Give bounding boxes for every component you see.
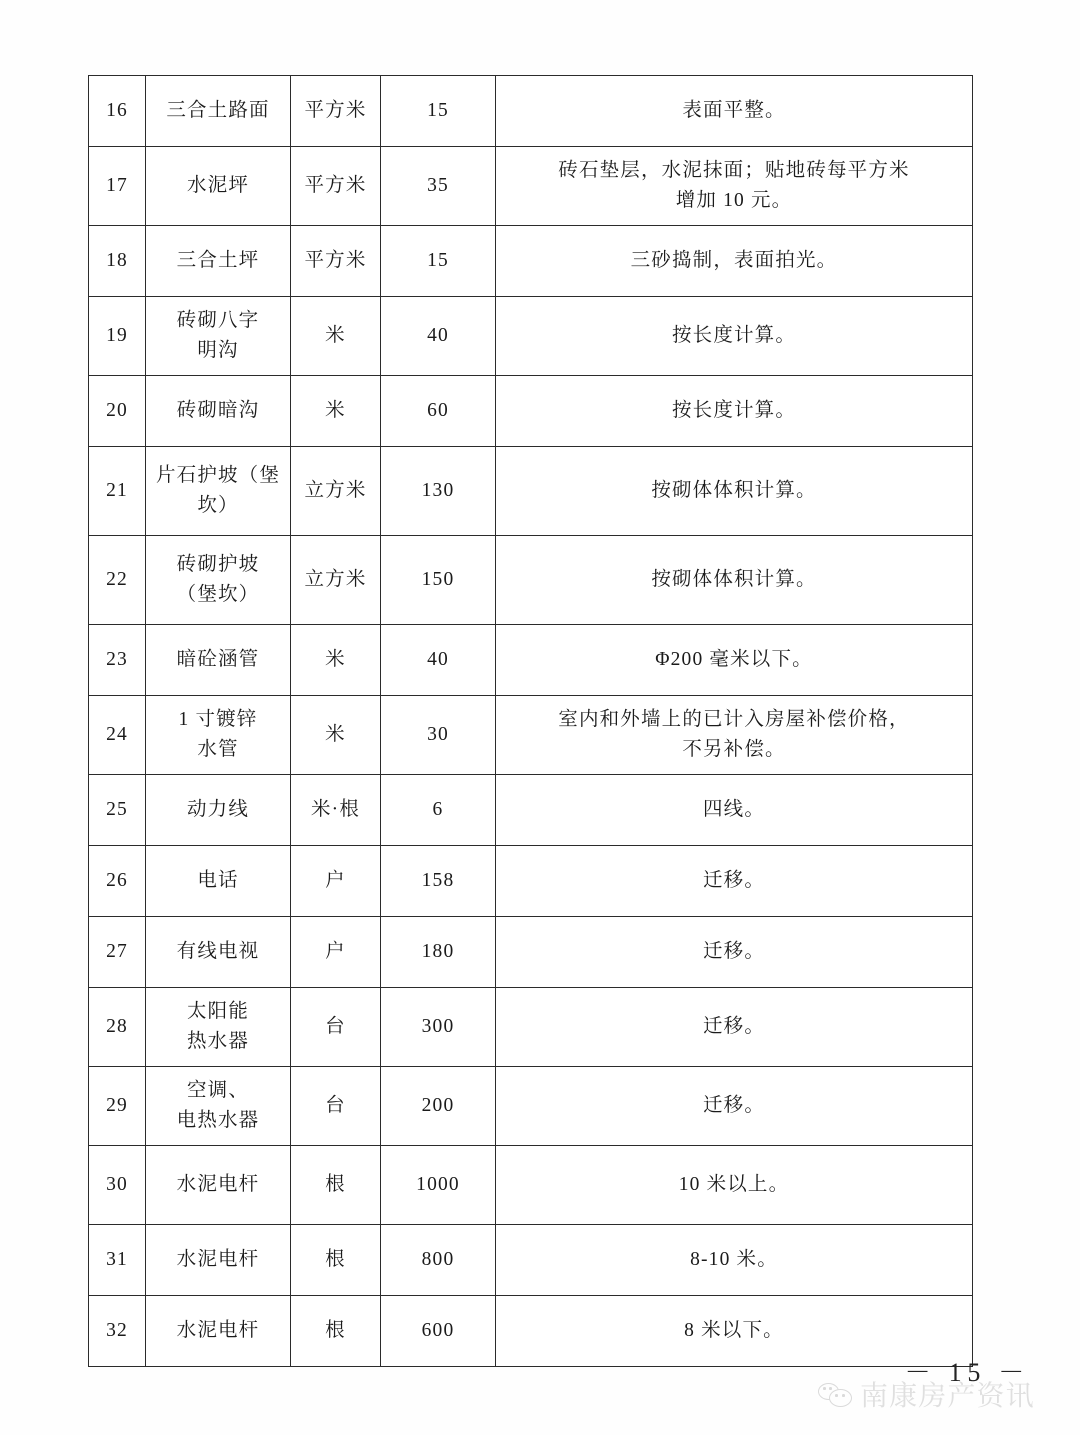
cell-unit: 根 [291,1146,381,1225]
cell-compensation-price: 800 [381,1225,496,1296]
cell-description [496,226,973,297]
cell-item-name [146,226,291,297]
cell-serial-number: 20 [89,376,146,447]
cell-compensation-price: 40 [381,297,496,376]
cell-description [496,447,973,536]
cell-compensation-price: 180 [381,917,496,988]
table-body [89,76,973,1367]
cell-compensation-price: 6 [381,775,496,846]
cell-item-name-line: 砖砌暗沟 [176,399,260,421]
table-row [89,376,973,447]
cell-description [496,147,973,226]
cell-item-name-line: 片石护坡（堡 [155,464,281,486]
cell-description-line: 迁移。 [702,1015,765,1037]
cell-item-name [146,447,291,536]
cell-description-line: 砖石垫层，水泥抹面；贴地砖每平方米 [558,159,910,181]
table-row [89,988,973,1067]
cell-item-name [146,696,291,775]
table-row [89,775,973,846]
cell-unit: 米·根 [291,775,381,846]
cell-unit: 根 [291,1296,381,1367]
cell-serial-number: 22 [89,536,146,625]
wechat-bubbles-icon [818,1381,852,1407]
cell-item-name-line: 水泥电杆 [176,1248,260,1270]
cell-item-name-line: 砖砌护坡 [176,553,260,575]
cell-item-name-line: 太阳能 [186,1000,249,1022]
cell-item-name [146,1146,291,1225]
cell-compensation-price: 15 [381,76,496,147]
table-row [89,297,973,376]
compensation-table-container [88,75,972,1367]
cell-description [496,917,973,988]
cell-description-line: 8-10 米。 [690,1248,778,1270]
cell-unit: 平方米 [291,226,381,297]
cell-serial-number: 24 [89,696,146,775]
cell-item-name [146,917,291,988]
cell-item-name-line: 水泥电杆 [176,1173,260,1195]
cell-item-name-line: 三合土路面 [166,99,270,121]
cell-item-name [146,1225,291,1296]
cell-item-name-line: 三合土坪 [176,249,260,271]
cell-serial-number: 29 [89,1067,146,1146]
cell-item-name-line: 空调、 [186,1079,249,1101]
cell-compensation-price: 300 [381,988,496,1067]
cell-unit: 米 [291,297,381,376]
cell-compensation-price: 158 [381,846,496,917]
cell-item-name-line: 暗砼涵管 [176,648,260,670]
cell-description-line: 按砌体体积计算。 [651,568,817,590]
cell-description [496,1146,973,1225]
cell-item-name [146,76,291,147]
cell-item-name-line: 有线电视 [176,940,260,962]
cell-serial-number: 27 [89,917,146,988]
cell-serial-number: 26 [89,846,146,917]
cell-description-line: 迁移。 [702,940,765,962]
cell-unit: 户 [291,917,381,988]
cell-description [496,988,973,1067]
cell-item-name [146,536,291,625]
cell-description [496,1225,973,1296]
cell-description-line: 四线。 [702,798,765,820]
cell-item-name [146,297,291,376]
cell-item-name-line: 坎） [197,495,239,516]
compensation-table [88,75,973,1367]
cell-item-name [146,775,291,846]
cell-unit: 台 [291,1067,381,1146]
cell-compensation-price: 600 [381,1296,496,1367]
cell-compensation-price: 40 [381,625,496,696]
cell-serial-number: 32 [89,1296,146,1367]
table-row [89,147,973,226]
cell-item-name-line: 明沟 [197,340,239,361]
cell-item-name [146,1067,291,1146]
cell-compensation-price: 15 [381,226,496,297]
cell-description [496,775,973,846]
cell-compensation-price: 150 [381,536,496,625]
cell-unit: 米 [291,625,381,696]
table-row [89,625,973,696]
table-row [89,696,973,775]
cell-compensation-price: 60 [381,376,496,447]
table-row [89,536,973,625]
watermark [818,1374,1035,1414]
cell-description [496,696,973,775]
page-footer [0,1352,1080,1432]
cell-compensation-price: 130 [381,447,496,536]
cell-serial-number: 25 [89,775,146,846]
cell-compensation-price: 35 [381,147,496,226]
cell-description-line: 8 米以下。 [684,1319,784,1341]
cell-description-line: 增加 10 元。 [675,190,793,211]
table-row [89,1225,973,1296]
cell-item-name-line: 水泥坪 [186,174,249,196]
cell-unit: 台 [291,988,381,1067]
cell-item-name-line: 1 寸镀锌 [178,708,258,730]
cell-item-name-line: 水泥电杆 [176,1319,260,1341]
cell-description-line: 按长度计算。 [671,399,797,421]
cell-compensation-price: 1000 [381,1146,496,1225]
cell-item-name-line: 砖砌八字 [176,309,260,331]
cell-description-line: 表面平整。 [682,99,786,121]
cell-serial-number: 23 [89,625,146,696]
cell-serial-number: 18 [89,226,146,297]
watermark-label: 南康房产资讯 [860,1380,1035,1411]
cell-description-line: 室内和外墙上的已计入房屋补偿价格， [558,708,910,730]
cell-description-line: 不另补偿。 [682,739,786,760]
cell-description-line: 迁移。 [702,869,765,891]
cell-unit: 根 [291,1225,381,1296]
table-row [89,846,973,917]
cell-description [496,536,973,625]
cell-description [496,297,973,376]
cell-description-line: Φ200 毫米以下。 [655,648,813,670]
table-row [89,226,973,297]
cell-description-line: 按长度计算。 [671,324,797,346]
cell-item-name [146,625,291,696]
cell-description [496,76,973,147]
cell-compensation-price: 200 [381,1067,496,1146]
cell-item-name [146,846,291,917]
cell-unit: 户 [291,846,381,917]
cell-unit: 米 [291,696,381,775]
cell-serial-number: 17 [89,147,146,226]
cell-unit: 平方米 [291,147,381,226]
cell-serial-number: 31 [89,1225,146,1296]
page-number: － 15 － [904,1358,1030,1387]
table-row [89,76,973,147]
cell-item-name-line: 水管 [197,739,239,760]
cell-compensation-price: 30 [381,696,496,775]
cell-unit: 立方米 [291,447,381,536]
cell-item-name-line: 电话 [197,869,239,891]
cell-description-line: 按砌体体积计算。 [651,479,817,501]
table-row [89,1067,973,1146]
table-row [89,1146,973,1225]
cell-serial-number: 30 [89,1146,146,1225]
cell-serial-number: 19 [89,297,146,376]
cell-unit: 平方米 [291,76,381,147]
cell-description-line: 迁移。 [702,1094,765,1116]
cell-item-name-line: 热水器 [186,1031,249,1052]
table-row [89,447,973,536]
cell-item-name [146,988,291,1067]
cell-description [496,1067,973,1146]
cell-serial-number: 28 [89,988,146,1067]
cell-description-line: 三砂捣制，表面拍光。 [630,249,838,271]
cell-item-name-line: 电热水器 [176,1110,260,1131]
cell-item-name [146,376,291,447]
cell-description [496,846,973,917]
cell-item-name-line: （堡坎） [176,584,260,605]
cell-unit: 立方米 [291,536,381,625]
cell-unit: 米 [291,376,381,447]
table-row [89,917,973,988]
cell-item-name-line: 动力线 [186,798,249,820]
cell-description [496,376,973,447]
cell-serial-number: 21 [89,447,146,536]
cell-description [496,625,973,696]
cell-serial-number: 16 [89,76,146,147]
cell-item-name [146,147,291,226]
cell-description-line: 10 米以上。 [678,1173,790,1195]
